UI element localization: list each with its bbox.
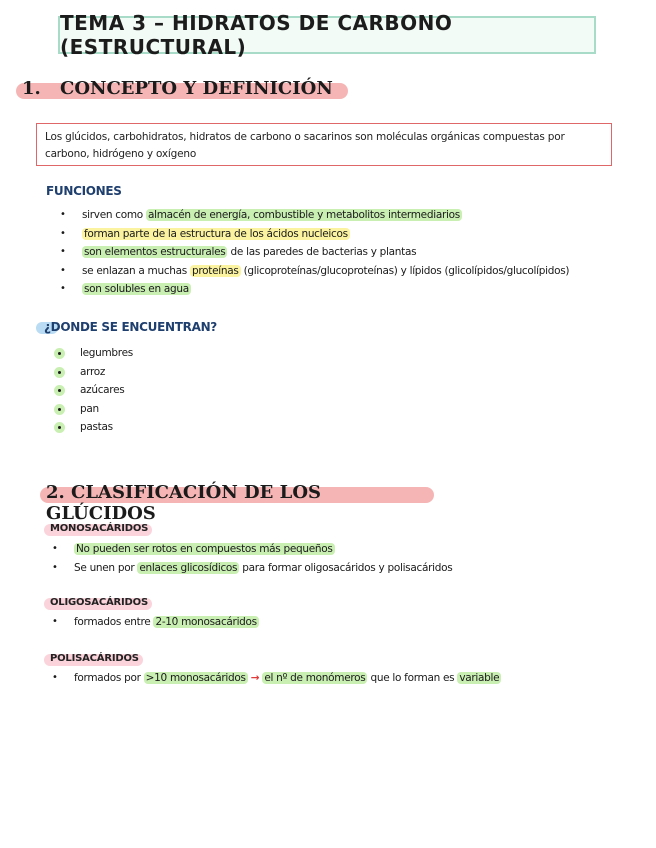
item-text: Se unen por (74, 561, 138, 574)
item-text: para formar oligosacáridos y polisacáridos (239, 561, 453, 574)
item-highlight: 2-10 monosacáridos (155, 616, 257, 628)
item-highlight: el nº de monómeros (264, 672, 366, 684)
bullet-dot (54, 422, 65, 433)
bullet: • (52, 616, 58, 627)
item-highlight: almacén de energía, combustible y metabolitos intermediarios (147, 209, 460, 221)
item-text: legumbres (80, 347, 133, 359)
bullet: • (52, 561, 58, 573)
list-item (52, 613, 259, 632)
list-item (60, 243, 569, 262)
item-text: pastas (80, 421, 113, 433)
item-highlight: variable (459, 672, 500, 684)
item-highlight: enlaces glicosídicos (139, 561, 238, 574)
item-highlight: No pueden ser rotos en compuestos más pequeños (76, 543, 333, 555)
item-highlight: proteínas (192, 264, 239, 277)
item-text: sirven como (82, 209, 146, 221)
list-item (80, 400, 133, 419)
item-text: de las paredes de bacterias y plantas (227, 246, 417, 258)
section-number: 1. (22, 78, 41, 99)
page-title: TEMA 3 – HIDRATOS DE CARBONO (ESTRUCTURAL) (58, 16, 596, 54)
section-heading-concepto (22, 78, 340, 99)
bullet-dot (54, 404, 65, 415)
item-text: pan (80, 402, 99, 415)
item-highlight: son elementos estructurales (84, 246, 226, 258)
item-highlight: son solubles en agua (84, 283, 189, 295)
bullet: • (60, 246, 66, 257)
item-highlight: >10 monosacáridos (145, 672, 246, 684)
bullet: • (60, 209, 66, 220)
donde-heading-text: ¿DONDE SE ENCUENTRAN? (44, 320, 217, 334)
list-item (60, 206, 569, 225)
item-highlight: forman parte de la estructura de los ácidos nucleicos (84, 227, 348, 240)
section-title: 2. CLASIFICACIÓN DE LOS GLÚCIDOS (46, 482, 321, 524)
bullet-dot (54, 385, 65, 396)
heading-text: MONOSACÁRIDOS (50, 523, 149, 534)
bullet: • (52, 672, 58, 683)
list-item (52, 559, 453, 578)
list-item (52, 540, 452, 559)
item-text: que lo forman es (367, 672, 458, 684)
funciones-heading: FUNCIONES (46, 184, 122, 198)
donde-list (80, 344, 133, 437)
funciones-list (60, 206, 570, 299)
bullet-dot (54, 367, 65, 378)
bullet: • (60, 283, 66, 294)
bullet: • (60, 264, 66, 276)
section-title: CONCEPTO Y DEFINICIÓN (60, 78, 333, 99)
heading-text: OLIGOSACÁRIDOS (50, 597, 148, 608)
list-item (80, 344, 133, 363)
item-text: formados entre (74, 616, 154, 628)
bullet: • (52, 543, 58, 554)
item-text: (glicoproteínas/glucoproteínas) y lípidos (glicolípidos/glucolípidos) (240, 264, 570, 277)
bullet: • (60, 227, 66, 239)
item-text: formados por (74, 672, 144, 684)
list-item (80, 363, 133, 382)
list-item (60, 225, 569, 244)
donde-heading (44, 320, 217, 334)
polisacaridos-heading (50, 653, 139, 664)
bullet-dot (54, 348, 65, 359)
polisacaridos-list (52, 669, 501, 688)
monosacaridos-list (52, 540, 453, 577)
list-item (80, 381, 133, 400)
item-text: se enlazan a muchas (82, 264, 190, 277)
heading-text: POLISACÁRIDOS (50, 653, 139, 664)
list-item (52, 669, 501, 688)
definition-box: Los glúcidos, carbohidratos, hidratos de carbono o sacarinos son moléculas orgánicas compuestas por carbono, hidrógeno y oxígeno (36, 123, 612, 166)
list-item (80, 418, 133, 437)
list-item (60, 280, 569, 299)
section-heading-clasificacion (46, 482, 426, 524)
arrow-right-icon: → (250, 672, 260, 684)
monosacaridos-heading (50, 523, 148, 534)
item-text: azúcares (80, 384, 125, 396)
list-item (60, 262, 570, 281)
item-text: arroz (80, 365, 106, 378)
oligosacaridos-list (52, 613, 259, 632)
oligosacaridos-heading (50, 597, 148, 608)
